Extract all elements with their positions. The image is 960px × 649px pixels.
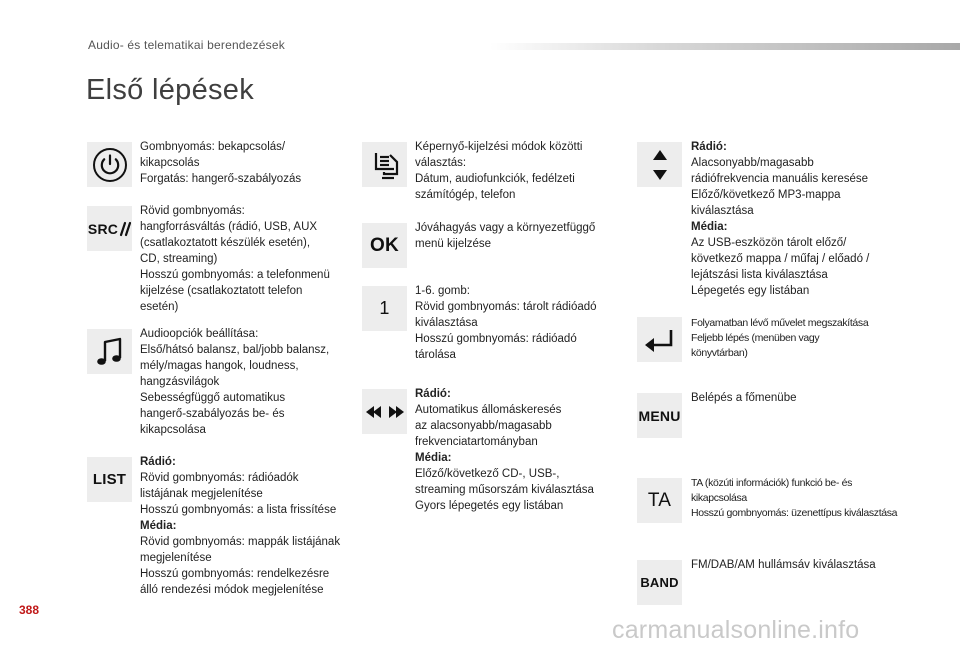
phone-slash-icon — [119, 221, 131, 237]
list-radio-line-3: Hosszú gombnyomás: a lista frissítése — [140, 504, 337, 516]
list-label: LIST — [92, 471, 127, 488]
src-line-1: Rövid gombnyomás: — [140, 205, 245, 217]
music-note-icon — [95, 335, 125, 369]
ta-line-1: TA (közúti információk) funkció be- és — [691, 477, 852, 489]
power-icon — [92, 147, 128, 183]
seek-radio-line-2: az alacsonyabb/magasabb — [415, 420, 552, 432]
header-decoration-bar — [490, 43, 960, 50]
back-description — [691, 316, 868, 361]
audio-line-1: Audioopciók beállítása: — [140, 328, 259, 340]
src-line-2: hangforrásváltás (rádió, USB, AUX — [140, 221, 318, 233]
audio-line-3: mély/magas hangok, loudness, — [140, 360, 299, 372]
power-line-1: Gombnyomás: bekapcsolás/ — [140, 141, 286, 153]
preset-line-3: kiválasztása — [415, 317, 478, 329]
list-media-heading: Média: — [140, 520, 177, 532]
up-down-radio-line-1: Alacsonyabb/magasabb — [691, 157, 814, 169]
ta-button-tile — [637, 478, 682, 523]
list-button-tile — [87, 457, 132, 502]
back-arrow-icon — [643, 327, 677, 353]
band-label: BAND — [640, 575, 679, 590]
display-mode-tile — [362, 142, 407, 187]
menu-button-tile — [637, 393, 682, 438]
ok-description — [415, 220, 595, 252]
src-line-4: CD, streaming) — [140, 253, 218, 265]
back-line-3: könyvtárban) — [691, 347, 748, 359]
ok-label: OK — [370, 234, 399, 256]
up-down-radio-line-2: rádiófrekvencia manuális keresése — [691, 173, 869, 185]
up-down-media-heading: Média: — [691, 221, 728, 233]
list-radio-heading: Rádió: — [140, 456, 176, 468]
up-down-media-line-1: Az USB-eszközön tárolt előző/ — [691, 237, 847, 249]
back-line-1: Folyamatban lévő művelet megszakítása — [691, 317, 869, 329]
power-button-tile — [87, 142, 132, 187]
up-down-radio-heading: Rádió: — [691, 141, 727, 153]
ta-label: TA — [647, 489, 672, 511]
audio-line-7: kikapcsolása — [140, 424, 206, 436]
page-title: Első lépések — [86, 74, 255, 106]
list-description — [140, 454, 340, 598]
audio-description — [140, 326, 329, 438]
up-down-media-line-3: lejátszási lista kiválasztása — [691, 269, 828, 281]
seek-media-line-2: streaming műsorszám kiválasztása — [415, 484, 594, 496]
src-button-tile — [87, 206, 132, 251]
up-down-button-tile — [637, 142, 682, 187]
seek-radio-heading: Rádió: — [415, 388, 451, 400]
seek-button-tile — [362, 389, 407, 434]
band-button-tile — [637, 560, 682, 605]
up-down-description — [691, 139, 869, 299]
seek-radio-line-1: Automatikus állomáskeresés — [415, 404, 562, 416]
watermark-text: carmanualsonline.info — [612, 616, 860, 644]
preset-line-4: Hosszú gombnyomás: rádióadó — [415, 333, 577, 345]
power-description — [140, 139, 301, 187]
audio-line-4: hangzásvilágok — [140, 376, 220, 388]
audio-settings-tile — [87, 329, 132, 374]
ok-line-2: menü kijelzése — [415, 238, 492, 250]
menu-line-1: Belépés a főmenübe — [691, 392, 797, 404]
ok-button-tile — [362, 223, 407, 268]
up-down-media-line-2: következő mappa / műfaj / előadó / — [691, 253, 870, 265]
display-line-4: számítógép, telefon — [415, 189, 516, 201]
back-button-tile — [637, 317, 682, 362]
src-line-7: esetén) — [140, 301, 179, 313]
up-down-radio-line-4: kiválasztása — [691, 205, 754, 217]
audio-line-6: hangerő-szabályozás be- és — [140, 408, 285, 420]
display-modes-icon — [370, 149, 400, 181]
up-down-radio-line-3: Előző/következő MP3-mappa — [691, 189, 841, 201]
src-description — [140, 203, 330, 315]
power-line-2: kikapcsolás — [140, 157, 200, 169]
preset-button-tile — [362, 286, 407, 331]
seek-description — [415, 386, 594, 514]
ta-line-3: Hosszú gombnyomás: üzenettípus kiválasztása — [691, 507, 898, 519]
menu-description — [691, 390, 797, 406]
seek-media-heading: Média: — [415, 452, 452, 464]
src-line-6: kijelzése (csatlakoztatott telefon — [140, 285, 303, 297]
up-down-media-line-4: Lépegetés egy listában — [691, 285, 810, 297]
src-label: SRC — [87, 220, 119, 237]
preset-label: 1 — [379, 298, 390, 318]
preset-line-1: 1-6. gomb: — [415, 285, 470, 297]
ta-description — [691, 476, 897, 521]
audio-line-2: Első/hátsó balansz, bal/jobb balansz, — [140, 344, 330, 356]
seek-arrows-icon — [365, 405, 405, 419]
seek-media-line-1: Előző/következő CD-, USB-, — [415, 468, 560, 480]
back-line-2: Feljebb lépés (menüben vagy — [691, 332, 820, 344]
power-line-3: Forgatás: hangerő-szabályozás — [140, 173, 302, 185]
seek-media-line-3: Gyors lépegetés egy listában — [415, 500, 564, 512]
display-line-3: Dátum, audiofunkciók, fedélzeti — [415, 173, 575, 185]
ok-line-1: Jóváhagyás vagy a környezetfüggő — [415, 222, 596, 234]
src-line-5: Hosszú gombnyomás: a telefonmenü — [140, 269, 330, 281]
list-media-line-1: Rövid gombnyomás: mappák listájának — [140, 536, 341, 548]
ta-line-2: kikapcsolása — [691, 492, 747, 504]
src-line-3: (csatlakoztatott készülék esetén), — [140, 237, 311, 249]
list-radio-line-2: listájának megjelenítése — [140, 488, 263, 500]
display-description — [415, 139, 582, 203]
seek-radio-line-3: frekvenciatartományban — [415, 436, 538, 448]
preset-line-2: Rövid gombnyomás: tárolt rádióadó — [415, 301, 597, 313]
band-description — [691, 557, 876, 573]
list-radio-line-1: Rövid gombnyomás: rádióadók — [140, 472, 299, 484]
preset-description — [415, 283, 597, 363]
page-number: 388 — [19, 603, 40, 617]
audio-line-5: Sebességfüggő automatikus — [140, 392, 286, 404]
list-media-line-2: megjelenítése — [140, 552, 212, 564]
band-line-1: FM/DAB/AM hullámsáv kiválasztása — [691, 559, 876, 571]
list-media-line-4: álló rendezési módok megjelenítése — [140, 584, 324, 596]
menu-label: MENU — [638, 407, 681, 424]
section-header-text: Audio- és telematikai berendezések — [88, 38, 285, 52]
list-media-line-3: Hosszú gombnyomás: rendelkezésre — [140, 568, 330, 580]
preset-line-5: tárolása — [415, 349, 456, 361]
display-line-2: választás: — [415, 157, 467, 169]
display-line-1: Képernyő-kijelzési módok közötti — [415, 141, 583, 153]
up-down-arrows-icon — [652, 148, 668, 182]
